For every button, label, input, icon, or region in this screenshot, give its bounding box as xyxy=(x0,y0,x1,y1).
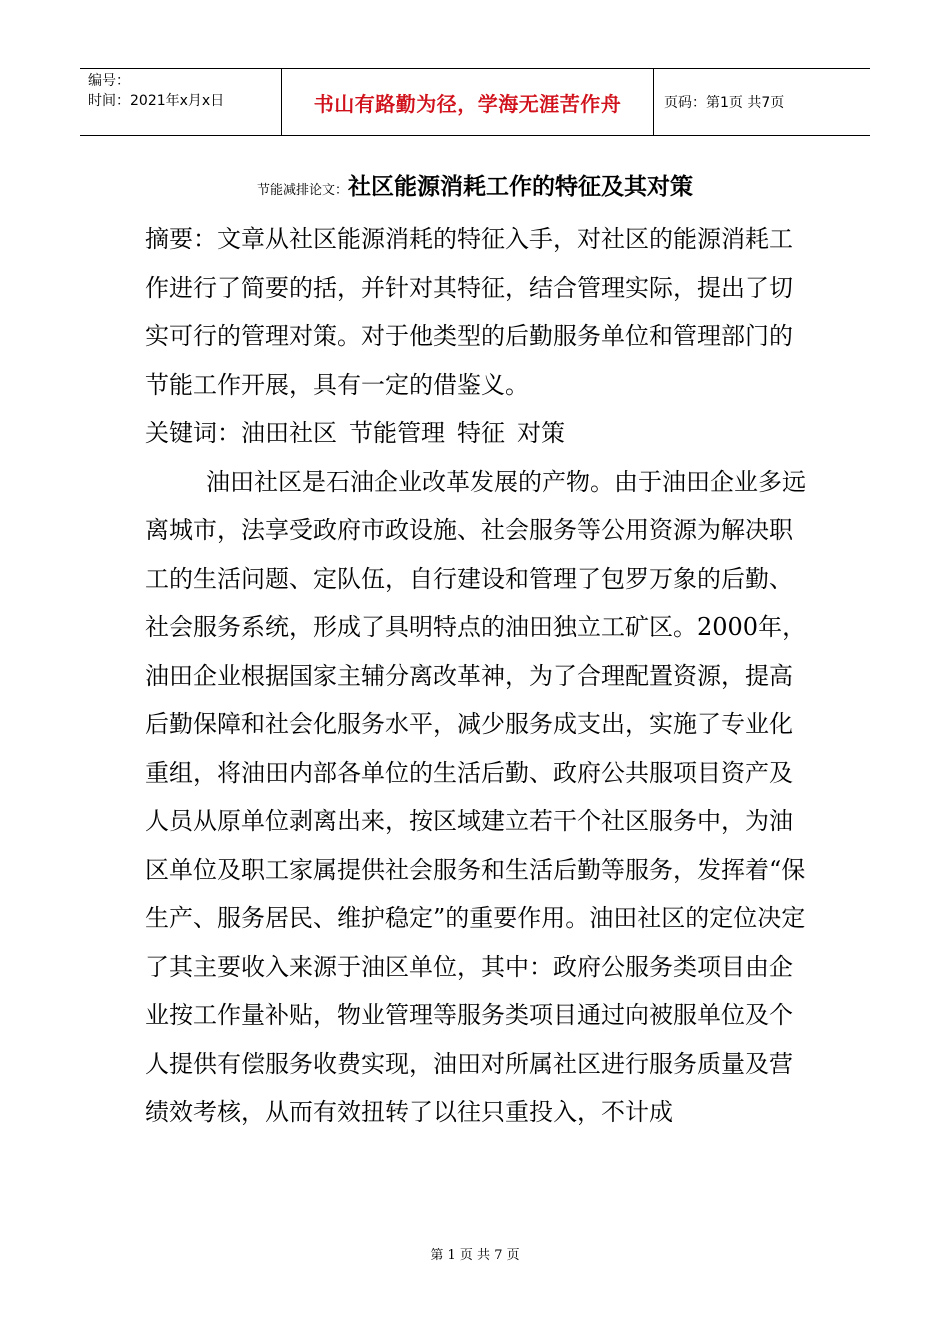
keywords-label: 关键词： xyxy=(145,419,241,447)
header-motto: 书山有路勤为径，学海无涯苦作舟 xyxy=(282,69,654,135)
header-meta xyxy=(80,69,282,135)
header-page-number: 页码：第1页 共7页 xyxy=(664,95,785,111)
keyword-item: 特征 xyxy=(457,419,505,447)
keywords-line xyxy=(145,409,810,458)
page-header xyxy=(80,68,870,136)
keyword-item: 对策 xyxy=(517,419,565,447)
document-body xyxy=(145,215,810,1137)
abstract-paragraph: 摘要：文章从社区能源消耗的特征入手，对社区的能源消耗工作进行了简要的括，并针对其特征，结合管理实际，提出了切实可行的管理对策。对于他类型的后勤服务单位和管理部门的节能工作开展，具有一定的借鉴义。 xyxy=(145,225,793,399)
title-prefix: 节能减排论文： xyxy=(256,183,348,198)
document-title xyxy=(0,168,950,201)
document-date: 时间：2021年x月x日 xyxy=(88,93,225,109)
keyword-item: 节能管理 xyxy=(349,419,445,447)
keyword-item: 油田社区 xyxy=(241,419,337,447)
title-main: 社区能源消耗工作的特征及其对策 xyxy=(348,174,693,200)
body-paragraph: 油田社区是石油企业改革发展的产物。由于油田企业多远离城市，法享受政府市政设施、社会服务等公用资源为解决职工的生活问题、定队伍，自行建设和管理了包罗万象的后勤、社会服务系统，形成了具明特点的油田独立工矿区。2000年，油田企业根据国家主辅分离改革神，为了合理配置资源，提高后勤保障和社会化服务水平，减少服务成支出，实施了专业化重组，将油田内部各单位的生活后勤、政府公共服项目资产及人员从原单位剥离出来，按区域建立若干个社区服务中，为油区单位及职工家属提供社会服务和生活后勤等服务，发挥着“保生产、服务居民、维护稳定”的重要作用。油田社区的定位决定了其主要收入来源于油区单位，其中：政府公服务类项目由企业按工作量补贴，物业管理等服务类项目通过向被服单位及个人提供有偿服务收费实现，油田对所属社区进行服务质量及营绩效考核，从而有效扭转了以往只重投入，不计成 xyxy=(145,467,807,1126)
page-footer: 第 1 页 共 7 页 xyxy=(430,1248,520,1263)
document-number: 编号： xyxy=(88,73,130,89)
